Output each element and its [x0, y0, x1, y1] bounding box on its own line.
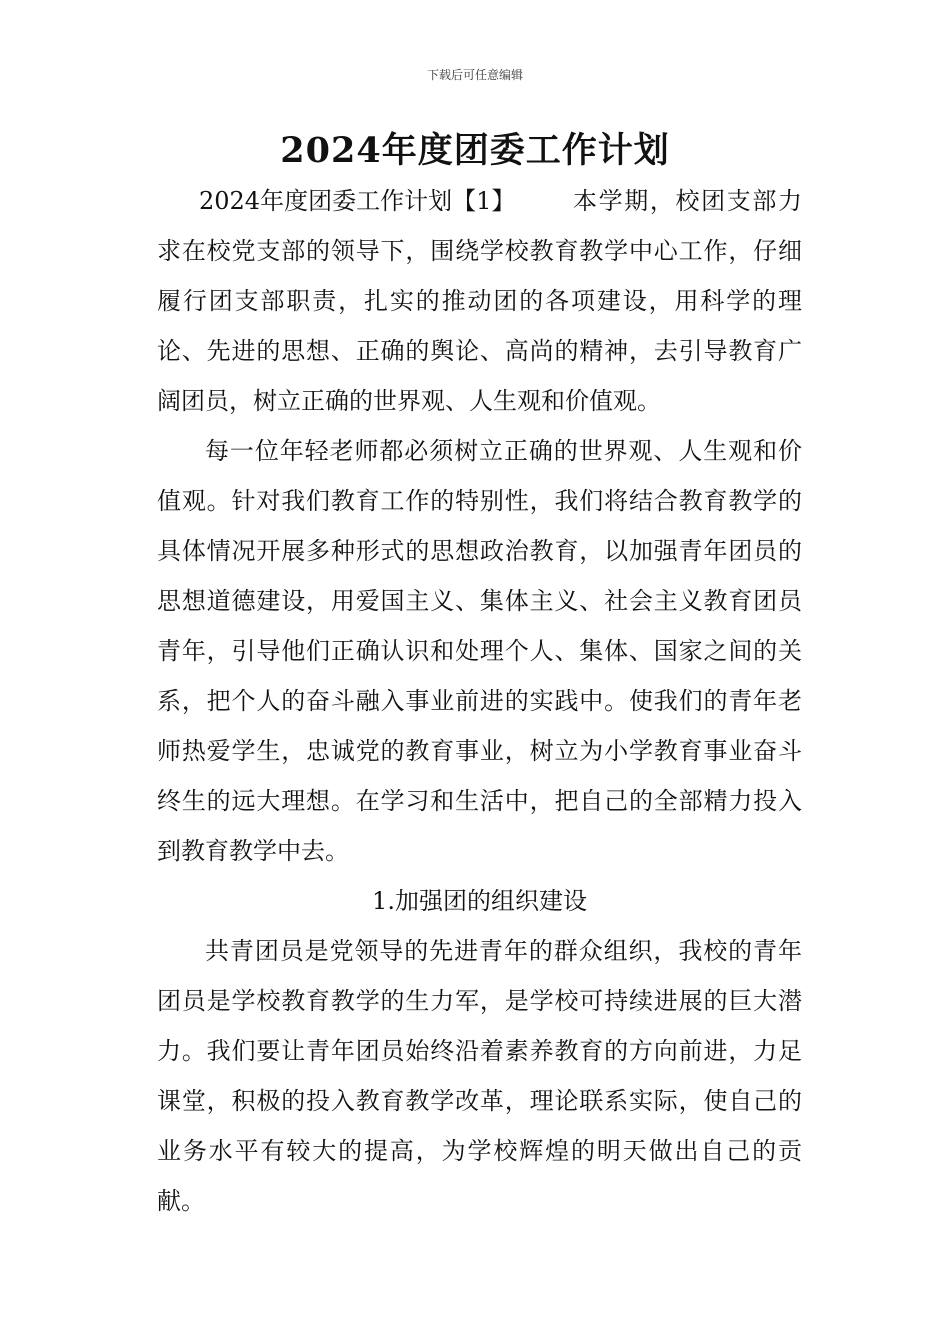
section-heading: 1.加强团的组织建设 — [372, 887, 587, 915]
document-body — [157, 176, 802, 1226]
intro-paragraph — [157, 176, 802, 426]
intro-text: 本学期，校团支部力求在校党支部的领导下，围绕学校教育教学中心工作，仔细履行团支部职责，扎实的推动团的各项建设，用科学的理论、先进的思想、正确的舆论、高尚的精神，去引导教育广阔团员，树立正确的世界观、人生观和价值观。 — [157, 187, 802, 415]
body-paragraph: 每一位年轻老师都必须树立正确的世界观、人生观和价值观。针对我们教育工作的特别性，我们将结合教育教学的具体情况开展多种形式的思想政治教育，以加强青年团员的思想道德建设，用爱国主义、集体主义、社会主义教育团员青年，引导他们正确认识和处理个人、集体、国家之间的关系，把个人的奋斗融入事业前进的实践中。使我们的青年老师热爱学生，忠诚党的教育事业，树立为小学教育事业奋斗终生的远大理想。在学习和生活中，把自己的全部精力投入到教育教学中去。 — [157, 437, 802, 865]
document-title: 2024年度团委工作计划 — [280, 130, 670, 171]
header-note: 下载后可任意编辑 — [426, 68, 523, 82]
intro-heading: 2024年度团委工作计划【1】 — [199, 187, 516, 215]
body-paragraph: 共青团员是党领导的先进青年的群众组织，我校的青年团员是学校教育教学的生力军，是学校可持续进展的巨大潜力。我们要让青年团员始终沿着素养教育的方向前进，力足课堂，积极的投入教育教学改革，理论联系实际，使自己的业务水平有较大的提高，为学校辉煌的明天做出自己的贡献。 — [157, 937, 802, 1215]
